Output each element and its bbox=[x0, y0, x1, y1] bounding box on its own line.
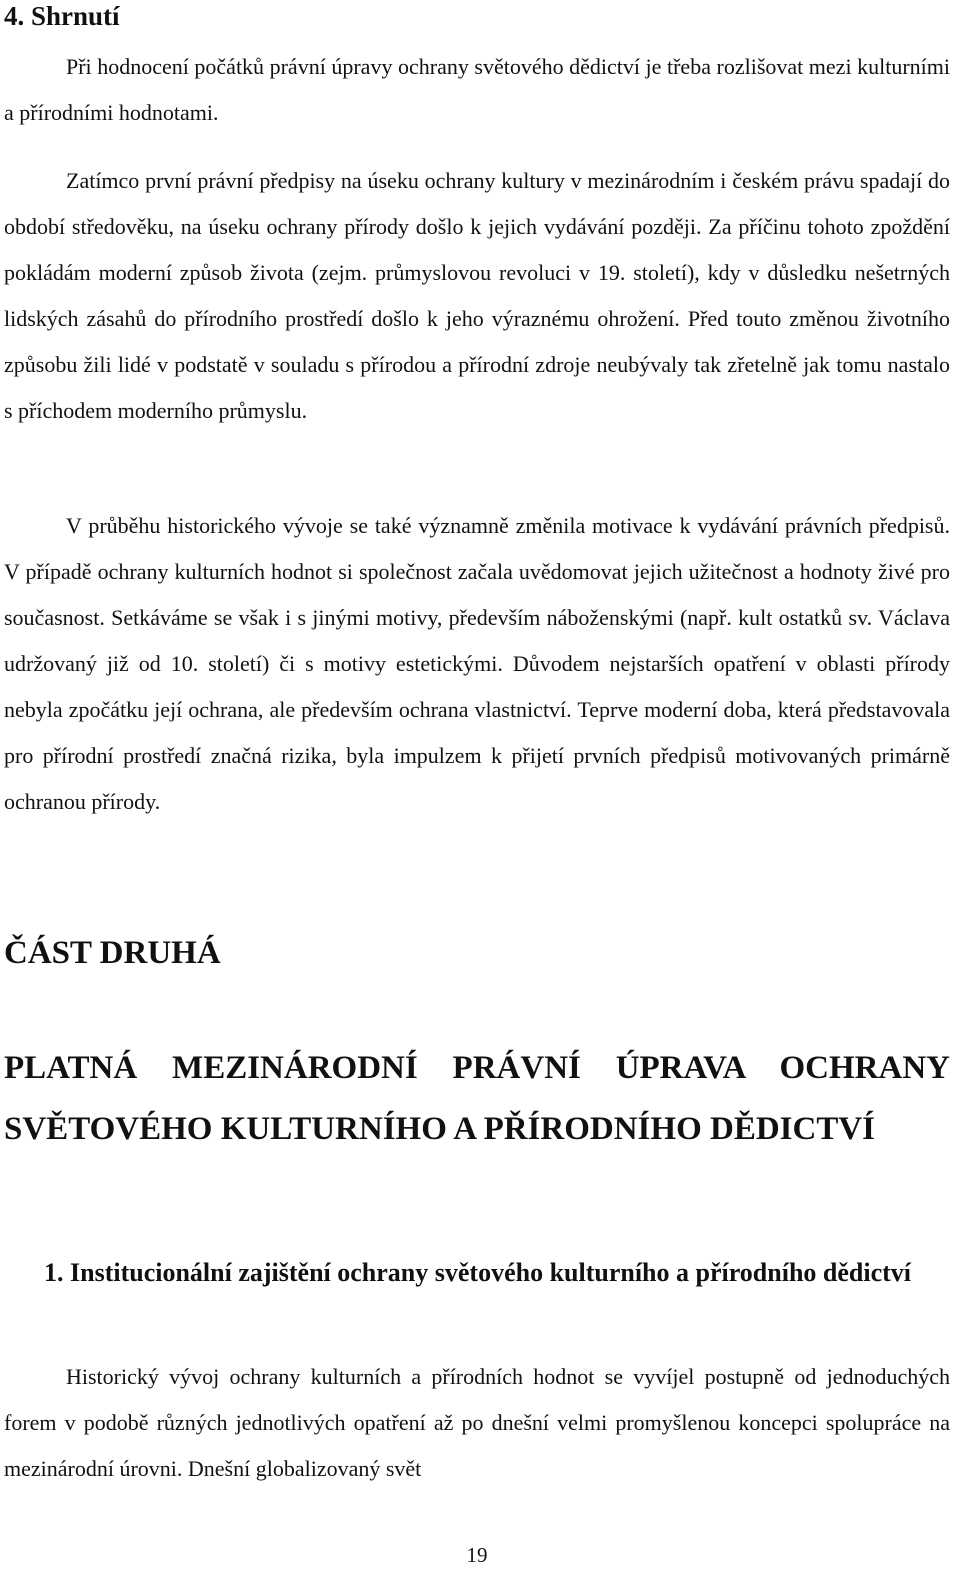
paragraph-3-sentence-3: Setkáváme se však i s jinými motivy, především náboženskými (např. kult ostatků sv. Václava udržovaný již od 10. století) či s motivy estetickými. bbox=[4, 605, 951, 676]
paragraph-3-sentence-5: Teprve moderní doba, která představovala pro přírodní prostředí značná rizika, byla impulzem k přijetí prvních předpisů motivovaných primárně ochranou přírody. bbox=[4, 697, 950, 814]
subsection-heading: 1. Institucionální zajištění ochrany světového kulturního a přírodního dědictví bbox=[44, 1258, 912, 1287]
paragraph-3 bbox=[4, 503, 950, 825]
paragraph-3-sentence-1: V průběhu historického vývoje se také významně změnila motivace k vydávání právních předpisů. bbox=[66, 513, 950, 538]
paragraph-4: Historický vývoj ochrany kulturních a přírodních hodnot se vyvíjel postupně od jednoduchých forem v podobě různých jednotlivých opatření až po dnešní velmi promyšlenou koncepci spolupráce na mezinárodní úrovni. Dnešní globalizovaný svět bbox=[4, 1364, 950, 1481]
page-number: 19 bbox=[466, 1543, 488, 1567]
main-title: PLATNÁ MEZINÁRODNÍ PRÁVNÍ ÚPRAVA OCHRANY SVĚTOVÉHO KULTURNÍHO A PŘÍRODNÍHO DĚDICTVÍ bbox=[4, 1050, 950, 1147]
paragraph-1-sentence: Při hodnocení počátků právní úpravy ochrany světového dědictví je třeba rozlišovat mezi kulturními a přírodními hodnotami. bbox=[4, 54, 950, 125]
section-heading: 4. Shrnutí bbox=[4, 1, 120, 31]
paragraph-2-sentence-2: Za příčinu tohoto zpoždění pokládám moderní způsob života (zejm. průmyslovou revoluci v 19. století), kdy v důsledku nešetrných lidských zásahů do přírodního prostředí došlo k jeho výraznému ohrožení. bbox=[4, 214, 950, 331]
part-heading: ČÁST DRUHÁ bbox=[4, 935, 221, 971]
paragraph-1 bbox=[4, 44, 950, 136]
paragraph-3-sentence-2: V případě ochrany kulturních hodnot si společnost začala uvědomovat jejich užitečnost a hodnoty živé pro současnost. bbox=[4, 559, 950, 630]
paragraph-2 bbox=[4, 158, 950, 434]
paragraph-3-sentence-4: Důvodem nejstarších opatření v oblasti přírody nebyla zpočátku její ochrana, ale především ochrana vlastnictví. bbox=[4, 651, 951, 722]
paragraph-2-sentence-3: Před touto změnou životního způsobu žili lidé v podstatě v souladu s přírodou a přírodní zdroje neubývaly tak zřetelně jak tomu nastalo s příchodem moderního průmyslu. bbox=[4, 306, 950, 423]
paragraph-2-sentence-1: Zatímco první právní předpisy na úseku ochrany kultury v mezinárodním i českém právu spadají do období středověku, na úseku ochrany přírody došlo k jejich vydávání později. bbox=[4, 168, 950, 239]
